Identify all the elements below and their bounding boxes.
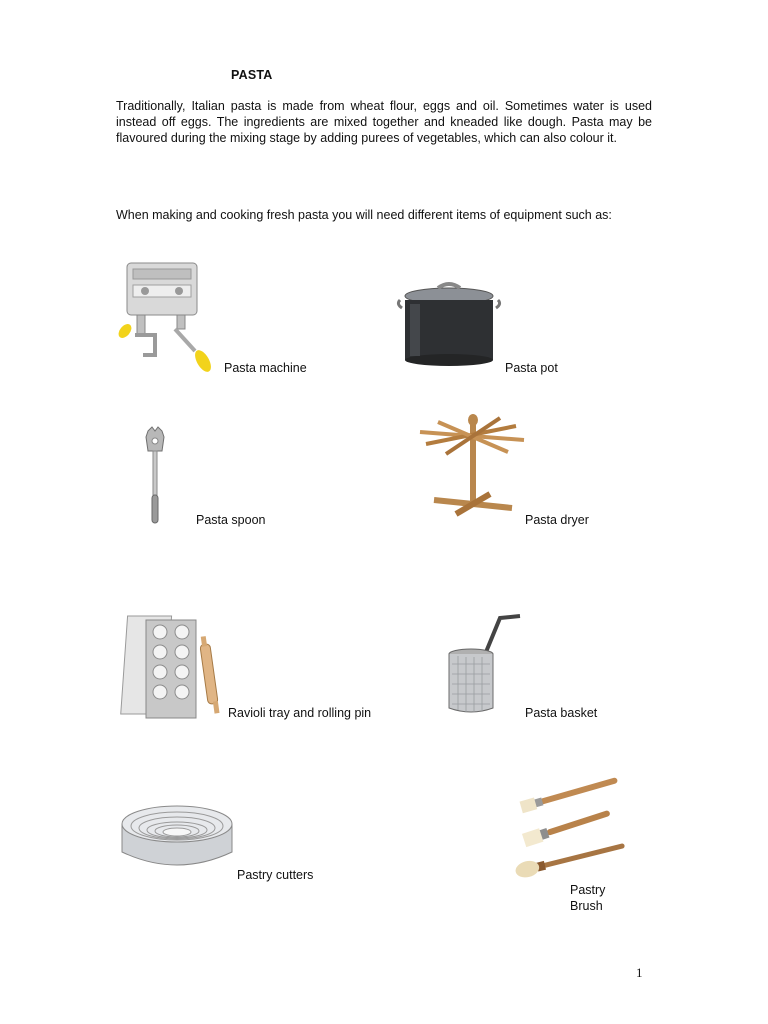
pasta-machine-label: Pasta machine <box>224 361 307 375</box>
ravioli-tray-label: Ravioli tray and rolling pin <box>228 706 372 720</box>
pastry-brush-label-line2: Brush <box>570 899 603 913</box>
pasta-dryer-label: Pasta dryer <box>525 513 589 527</box>
pasta-basket-image <box>440 612 530 720</box>
pasta-machine-image <box>115 255 215 375</box>
pasta-pot-label: Pasta pot <box>505 361 558 375</box>
pasta-dryer-image <box>416 410 528 522</box>
pastry-brush-image <box>512 772 632 876</box>
pastry-cutters-label: Pastry cutters <box>237 868 314 882</box>
page-number: 1 <box>636 965 643 980</box>
pasta-pot-image <box>396 278 502 366</box>
pastry-brush-label-line1: Pastry <box>570 883 606 897</box>
equipment-intro-paragraph: When making and cooking fresh pasta you will need different items of equipment such as: <box>116 208 612 222</box>
pasta-spoon-label: Pasta spoon <box>196 513 266 527</box>
ravioli-tray-image <box>120 610 230 722</box>
pasta-spoon-image <box>140 425 170 527</box>
pastry-cutters-image <box>116 800 238 876</box>
pastry-brush-label <box>570 882 605 914</box>
intro-paragraph: Traditionally, Italian pasta is made from wheat flour, eggs and oil. Sometimes water is used instead off eggs. The ingredients are mixed together and kneaded like dough. Pasta may be flavoured during the mixing stage by adding purees of vegetables, which can also colour it. <box>116 99 652 145</box>
page-title: PASTA <box>231 68 273 82</box>
pasta-basket-label: Pasta basket <box>525 706 598 720</box>
